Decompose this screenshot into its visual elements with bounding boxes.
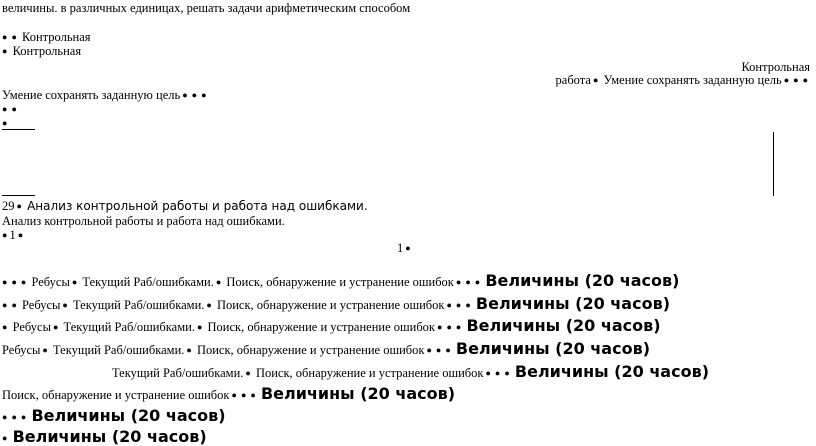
vertical-rule: [773, 132, 774, 196]
activity-line-6: Поиск, обнаружение и устранение ошибок● ● ● Величины (20 часов): [2, 386, 455, 403]
rabota-umenie-line: работа● Умение сохранять заданную цель● ● ●: [556, 73, 810, 88]
row-29: 29● Анализ контрольной работы и работа над ошибками.: [2, 199, 368, 214]
intro-text: величины. в различных единицах, решать задачи арифметическим способом: [2, 1, 411, 15]
activity-line-4: Ребусы● Текущий Раб/ошибками.● Поиск, обнаружение и устранение ошибок● ● ● Величины (20 часов): [2, 341, 650, 358]
short-rule-bottom: [2, 195, 35, 196]
umenie-line-left: Умение сохранять заданную цель● ● ●: [2, 88, 209, 103]
one-line-left: ● 1●: [0, 228, 25, 243]
kontrolnaya-line-2: ● Контрольная: [0, 44, 81, 59]
activity-line-1: ● ● ● Ребусы● Текущий Раб/ошибками.● Поиск, обнаружение и устранение ошибок● ● ● Величины (20 часов): [0, 273, 679, 290]
activity-line-5: Текущий Раб/ошибками.● Поиск, обнаружение и устранение ошибок● ● ● Величины (20 часов): [112, 364, 709, 381]
analiz-line: Анализ контрольной работы и работа над ошибками.: [2, 214, 285, 228]
kontrolnaya-right: Контрольная: [741, 60, 810, 74]
activity-line-7: ● ● ● Величины (20 часов): [0, 408, 226, 425]
activity-line-8: ● Величины (20 часов): [0, 429, 207, 446]
one-line-center: 1●: [397, 241, 413, 256]
activity-line-2: ● ● Ребусы● Текущий Раб/ошибками.● Поиск, обнаружение и устранение ошибок● ● ● Величины (20 часов): [0, 296, 670, 313]
kontrolnaya-line-1: ● ● Контрольная: [0, 30, 91, 45]
bullets-pair: [0, 102, 19, 117]
short-rule-top: [2, 129, 35, 130]
activity-line-3: ● Ребусы● Текущий Раб/ошибками.● Поиск, обнаружение и устранение ошибок● ● ● Величины (20 часов): [0, 318, 661, 335]
